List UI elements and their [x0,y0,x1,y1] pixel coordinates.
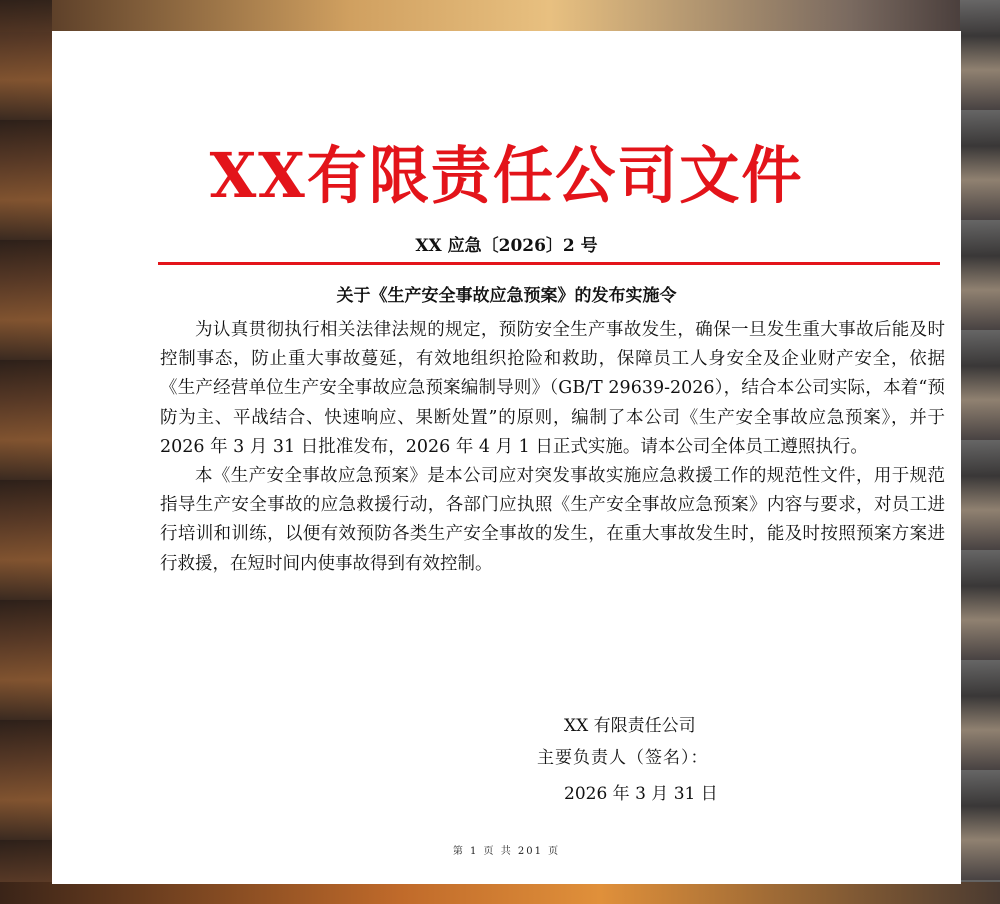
red-divider-line [158,262,940,265]
body-paragraph-1: 为认真贯彻执行相关法律法规的规定，预防安全生产事故发生，确保一旦发生重大事故后能及时控制事态，防止重大事故蔓延，有效地组织抢险和救助，保障员工人身安全及企业财产安全，依据《生产经营单位生产安全事故应急预案编制导则》（GB/T 29639-2026），结合本公司实际，本着“预防为主、平战结合、快速响应、果断处置”的原则，编制了本公司《生产安全事故应急预案》，并于 2026 年 3 月 31 日批准发布，2026 年 4 月 1 日正式实施。请本公司全体员工遵照执行。 [160,320,945,457]
signature-company: XX 有限责任公司 [564,716,696,736]
document-number: XX 应急〔2026〕2 号 [415,236,598,256]
background-photo-top [0,0,1000,32]
signature-person: 主要负责人（签名）： [537,748,709,768]
document-page [52,31,961,884]
background-photo-bottom [0,882,1000,904]
background-photo-right [960,0,1000,904]
body-paragraph-2: 本《生产安全事故应急预案》是本公司应对突发事故实施应急救援工作的规范性文件，用于规范指导生产安全事故的应急救援行动，各部门应执照《生产安全事故应急预案》内容与要求，对员工进行培训和训练，以便有效预防各类生产安全事故的发生，在重大事故发生时，能及时按照预案方案进行救援，在短时间内使事故得到有效控制。 [160,466,945,574]
page-number: 第 1 页 共 201 页 [452,846,561,857]
signature-date: 2026 年 3 月 31 日 [564,784,718,804]
document-body [160,316,945,579]
document-title: 关于《生产安全事故应急预案》的发布实施令 [336,286,677,306]
document-masthead: XX有限责任公司文件 [209,139,804,212]
background-photo-left [0,0,52,904]
